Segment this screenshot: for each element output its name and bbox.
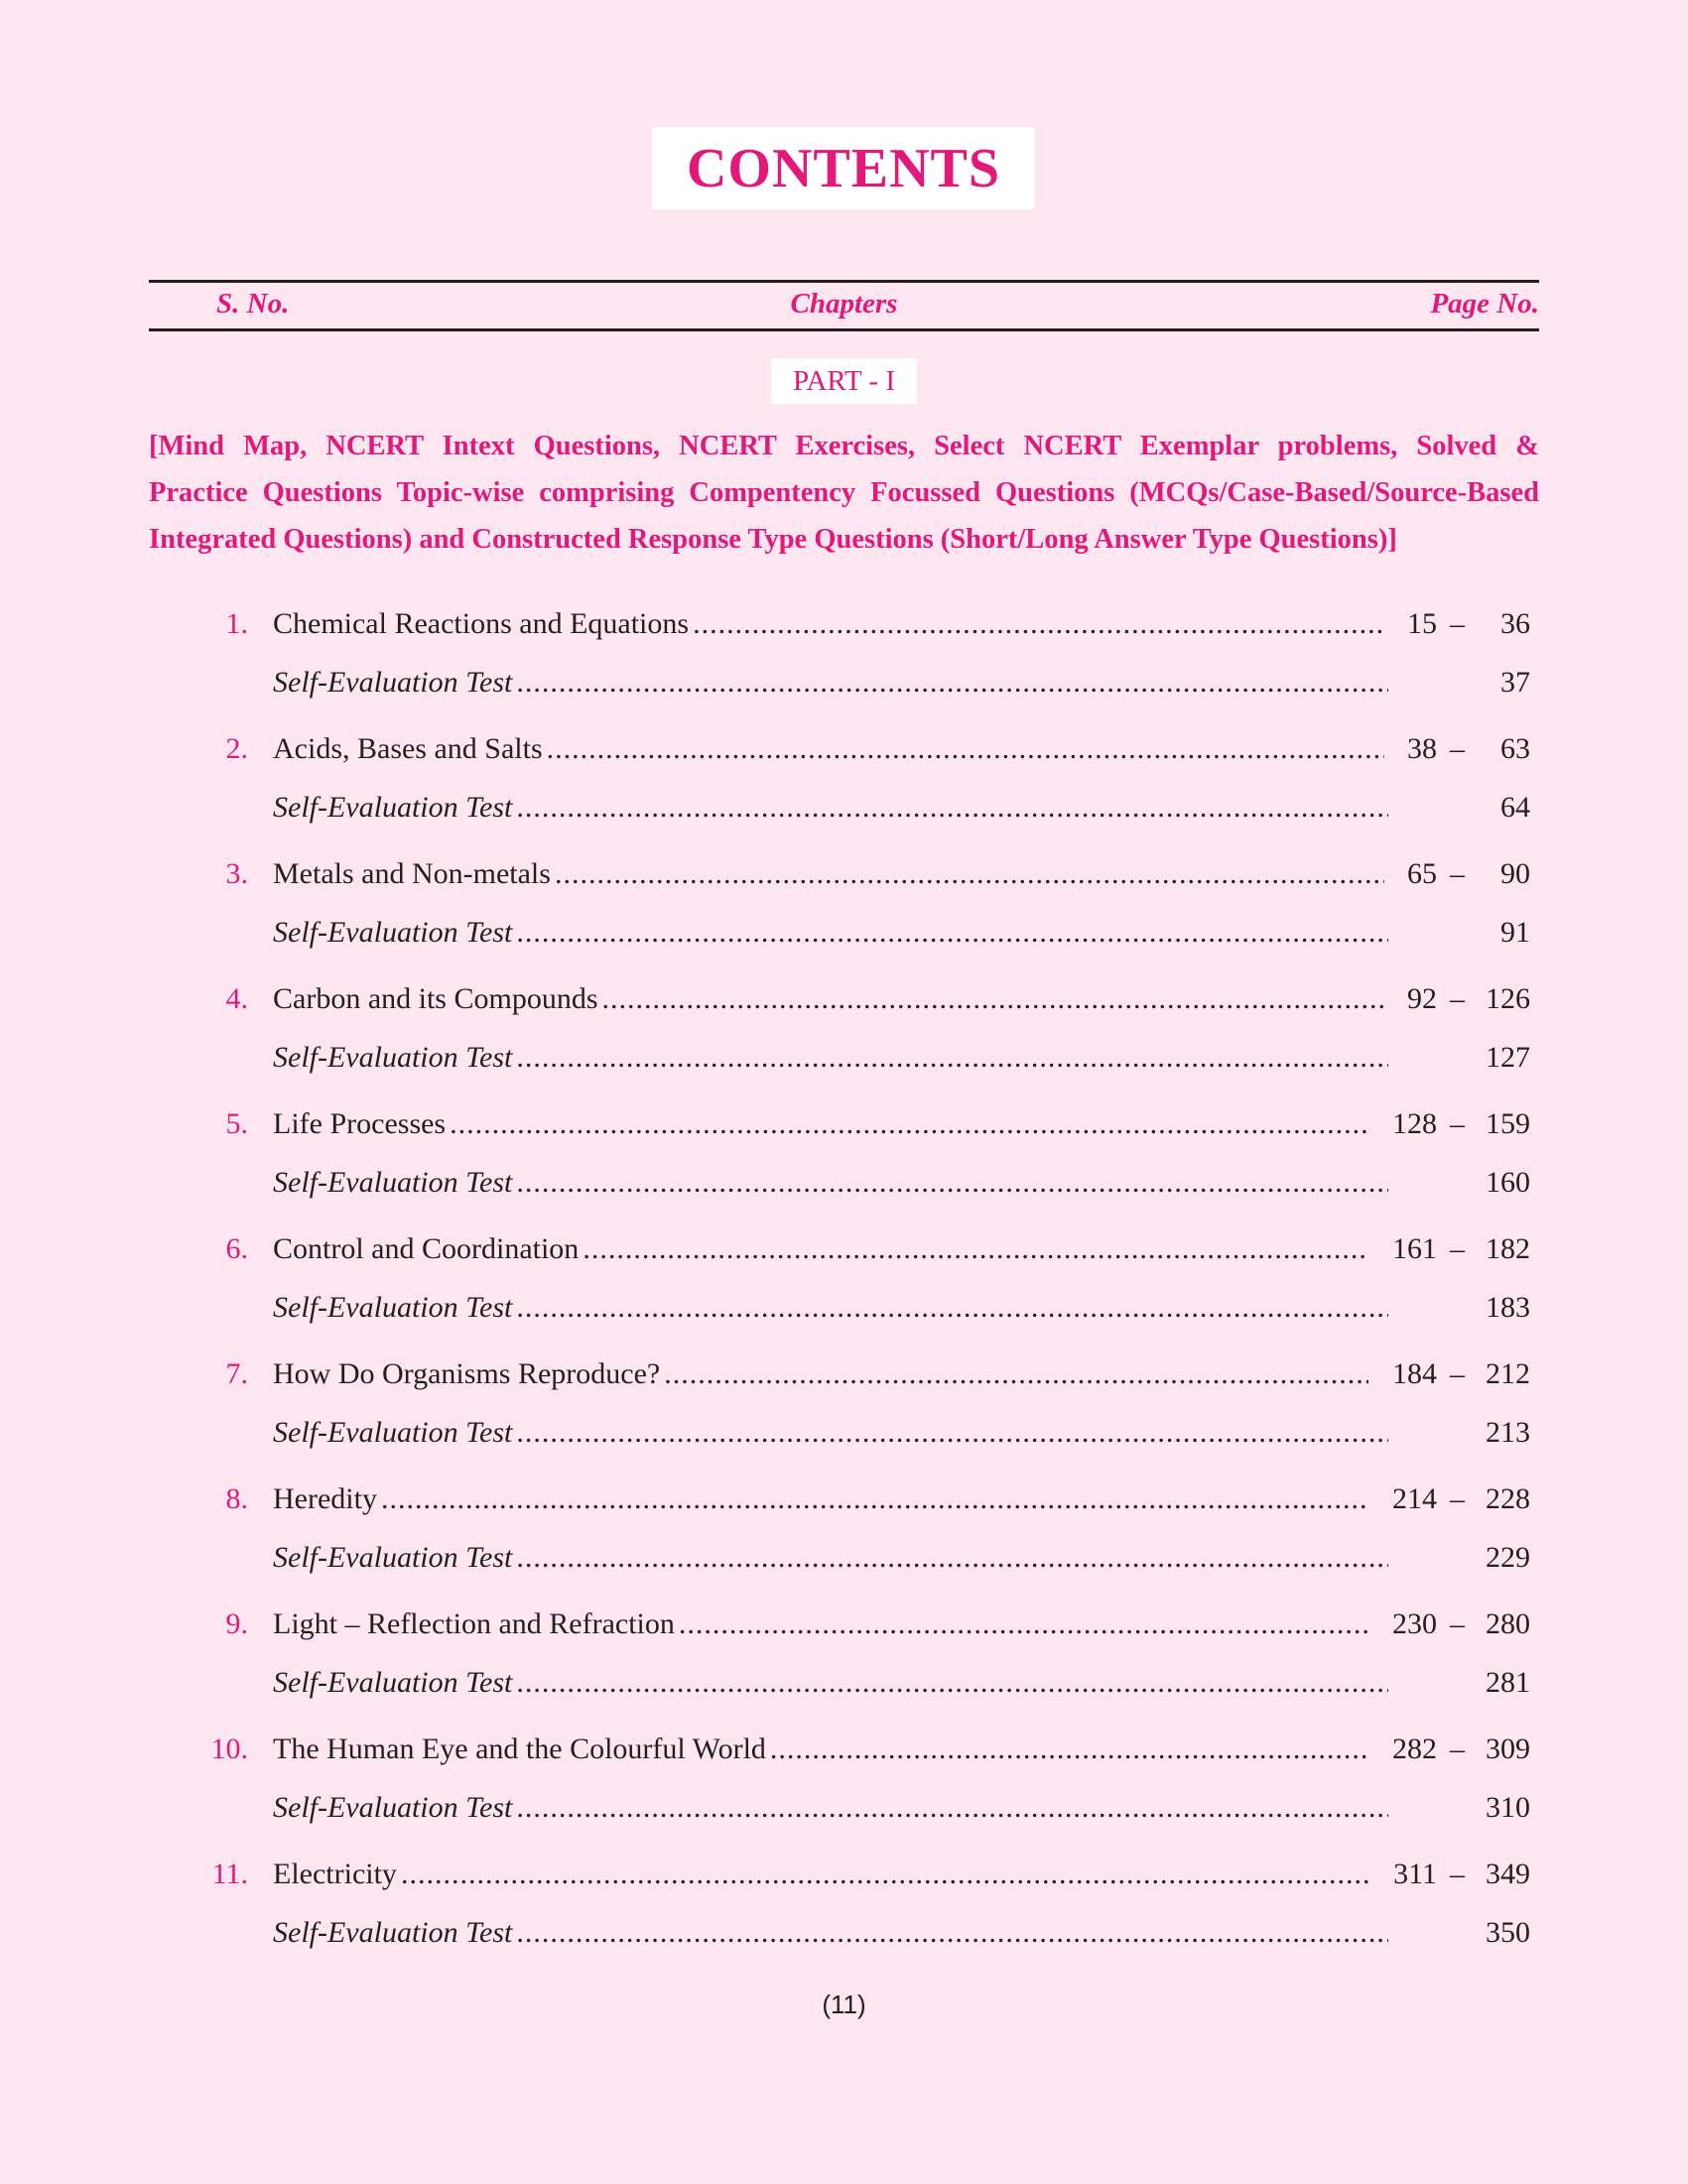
chapter-end-page: 228 [1486, 1482, 1530, 1515]
toc-entry [0, 607, 1688, 732]
chapter-start-page: 92 [1407, 982, 1437, 1015]
self-eval-label: Self-Evaluation Test [273, 1541, 513, 1574]
chapter-end-page: 212 [1486, 1357, 1530, 1390]
chapter-title: Control and Coordination [273, 1232, 580, 1265]
toc-entry [0, 1733, 1688, 1858]
toc-entry [0, 1357, 1688, 1482]
chapter-row [0, 1357, 1688, 1397]
self-eval-row [0, 666, 1688, 706]
chapter-row [0, 1858, 1688, 1897]
self-eval-row [0, 1166, 1688, 1206]
chapter-row [0, 857, 1688, 897]
dot-leader [602, 982, 1385, 1016]
chapter-title: Carbon and its Compounds [273, 982, 598, 1015]
chapter-title: Heredity [273, 1482, 377, 1515]
self-eval-row [0, 1541, 1688, 1581]
self-eval-row [0, 791, 1688, 831]
self-eval-line [273, 1291, 1394, 1325]
dot-leader [516, 1291, 1388, 1325]
self-eval-page: 310 [1486, 1791, 1530, 1824]
self-eval-page: 127 [1486, 1041, 1530, 1074]
chapter-number: 9. [225, 1607, 248, 1640]
self-eval-label: Self-Evaluation Test [273, 666, 513, 699]
dot-leader [516, 1166, 1388, 1200]
chapter-line [273, 857, 1390, 891]
part-description [149, 423, 1539, 563]
chapter-end-page: 349 [1486, 1858, 1530, 1890]
self-eval-label: Self-Evaluation Test [273, 791, 513, 824]
dot-leader [516, 1041, 1388, 1075]
toc-entry [0, 857, 1688, 982]
self-eval-page: 213 [1486, 1416, 1530, 1449]
self-eval-line [273, 666, 1394, 700]
chapter-number: 10. [210, 1733, 248, 1765]
chapter-end-page: 90 [1500, 857, 1530, 890]
self-eval-label: Self-Evaluation Test [273, 1166, 513, 1199]
self-eval-label: Self-Evaluation Test [273, 1666, 513, 1699]
chapter-line [273, 607, 1390, 641]
description-line: Practice Questions Topic-wise comprising Compentency Focussed Questions (MCQs/Case-Based/Source-Based [149, 477, 1539, 508]
self-eval-page: 183 [1486, 1291, 1530, 1324]
page-range-dash: – [1450, 1357, 1465, 1390]
toc-entry [0, 1858, 1688, 1983]
chapter-start-page: 65 [1407, 857, 1437, 890]
chapter-line [273, 1733, 1374, 1766]
chapter-row [0, 1733, 1688, 1772]
dot-leader [770, 1733, 1368, 1766]
dot-leader [547, 732, 1384, 766]
self-eval-row [0, 1666, 1688, 1706]
chapter-number: 5. [225, 1107, 248, 1140]
self-eval-line [273, 1791, 1394, 1825]
header-chapters: Chapters [790, 288, 898, 320]
page-range-dash: – [1450, 982, 1465, 1015]
page-range-dash: – [1450, 1232, 1465, 1265]
dot-leader [401, 1858, 1368, 1891]
chapter-row [0, 1107, 1688, 1147]
chapter-line [273, 1607, 1374, 1641]
table-header [149, 280, 1539, 331]
self-eval-page: 160 [1486, 1166, 1530, 1199]
dot-leader [516, 791, 1388, 825]
self-eval-row [0, 1791, 1688, 1831]
self-eval-row [0, 1916, 1688, 1956]
chapter-number: 2. [225, 732, 248, 765]
dot-leader [693, 607, 1384, 641]
self-eval-line [273, 1041, 1394, 1075]
chapter-start-page: 38 [1407, 732, 1437, 765]
chapter-number: 7. [225, 1357, 248, 1390]
self-eval-label: Self-Evaluation Test [273, 1041, 513, 1074]
self-eval-page: 281 [1486, 1666, 1530, 1699]
self-eval-line [273, 1666, 1394, 1700]
dot-leader [664, 1357, 1368, 1391]
chapter-title: Electricity [273, 1858, 397, 1890]
dot-leader [516, 666, 1388, 700]
chapter-line [273, 1232, 1374, 1266]
dot-leader [516, 1666, 1388, 1700]
chapter-start-page: 230 [1392, 1607, 1437, 1640]
page-range-dash: – [1450, 1858, 1465, 1890]
self-eval-page: 350 [1486, 1916, 1530, 1949]
chapter-number: 6. [225, 1232, 248, 1265]
chapter-title: Metals and Non-metals [273, 857, 551, 890]
dot-leader [516, 1541, 1388, 1575]
chapter-end-page: 182 [1486, 1232, 1530, 1265]
chapter-end-page: 159 [1486, 1107, 1530, 1140]
self-eval-line [273, 1916, 1394, 1950]
dot-leader [516, 916, 1388, 950]
self-eval-row [0, 1416, 1688, 1456]
page-number: (11) [822, 1990, 866, 2019]
chapter-start-page: 15 [1407, 607, 1437, 640]
page-range-dash: – [1450, 732, 1465, 765]
page-range-dash: – [1450, 1107, 1465, 1140]
dot-leader [450, 1107, 1368, 1141]
part-label: PART - I [771, 358, 917, 404]
page-range-dash: – [1450, 1482, 1465, 1515]
chapter-start-page: 128 [1392, 1107, 1437, 1140]
chapter-end-page: 36 [1500, 607, 1530, 640]
page-title: CONTENTS [686, 137, 1001, 199]
self-eval-label: Self-Evaluation Test [273, 1291, 513, 1324]
chapter-number: 8. [225, 1482, 248, 1515]
self-eval-label: Self-Evaluation Test [273, 1791, 513, 1824]
dot-leader [555, 857, 1384, 891]
self-eval-row [0, 1041, 1688, 1081]
chapter-line [273, 1482, 1374, 1516]
chapter-number: 11. [211, 1858, 248, 1890]
chapter-title: How Do Organisms Reproduce? [273, 1357, 661, 1390]
self-eval-row [0, 916, 1688, 956]
chapter-row [0, 1232, 1688, 1272]
title-box [652, 127, 1035, 209]
chapter-title: Life Processes [273, 1107, 447, 1140]
self-eval-page: 64 [1500, 791, 1530, 824]
description-line: Integrated Questions) and Constructed Response Type Questions (Short/Long Answer Type Questions)] [149, 524, 1397, 555]
self-eval-page: 37 [1500, 666, 1530, 699]
chapter-end-page: 63 [1500, 732, 1530, 765]
self-eval-label: Self-Evaluation Test [273, 916, 513, 949]
header-sno: S. No. [216, 288, 290, 320]
chapter-start-page: 184 [1392, 1357, 1437, 1390]
toc-entry [0, 1107, 1688, 1232]
dot-leader [679, 1607, 1368, 1641]
self-eval-row [0, 1291, 1688, 1331]
self-eval-line [273, 1541, 1394, 1575]
header-page-no: Page No. [1430, 288, 1539, 320]
chapter-row [0, 732, 1688, 772]
chapter-number: 3. [225, 857, 248, 890]
chapter-line [273, 1107, 1374, 1141]
chapter-end-page: 309 [1486, 1733, 1530, 1765]
chapter-end-page: 280 [1486, 1607, 1530, 1640]
chapter-end-page: 126 [1486, 982, 1530, 1015]
chapter-line [273, 1858, 1374, 1891]
page-range-dash: – [1450, 607, 1465, 640]
toc-entry [0, 1607, 1688, 1733]
self-eval-label: Self-Evaluation Test [273, 1916, 513, 1949]
chapter-row [0, 607, 1688, 647]
chapter-row [0, 982, 1688, 1022]
dot-leader [516, 1916, 1388, 1950]
chapter-line [273, 1357, 1374, 1391]
page-range-dash: – [1450, 1733, 1465, 1765]
chapter-line [273, 982, 1390, 1016]
chapter-number: 4. [225, 982, 248, 1015]
toc-entry [0, 1232, 1688, 1357]
dot-leader [516, 1791, 1388, 1825]
chapter-title: Light – Reflection and Refraction [273, 1607, 675, 1640]
chapter-title: Chemical Reactions and Equations [273, 607, 690, 640]
page-range-dash: – [1450, 1607, 1465, 1640]
toc-list [0, 607, 1688, 1983]
dot-leader [583, 1232, 1368, 1266]
chapter-row [0, 1482, 1688, 1522]
dot-leader [516, 1416, 1388, 1450]
dot-leader [381, 1482, 1368, 1516]
description-line: [Mind Map, NCERT Intext Questions, NCERT Exercises, Select NCERT Exemplar problems, Solved & [149, 431, 1539, 461]
chapter-number: 1. [225, 607, 248, 640]
toc-entry [0, 732, 1688, 857]
self-eval-page: 229 [1486, 1541, 1530, 1574]
chapter-title: Acids, Bases and Salts [273, 732, 543, 765]
toc-entry [0, 1482, 1688, 1607]
page-range-dash: – [1450, 857, 1465, 890]
chapter-row [0, 1607, 1688, 1647]
chapter-line [273, 732, 1390, 766]
chapter-start-page: 282 [1392, 1733, 1437, 1765]
chapter-title: The Human Eye and the Colourful World [273, 1733, 766, 1765]
self-eval-line [273, 1166, 1394, 1200]
self-eval-page: 91 [1500, 916, 1530, 949]
self-eval-line [273, 1416, 1394, 1450]
self-eval-line [273, 916, 1394, 950]
chapter-start-page: 161 [1392, 1232, 1437, 1265]
chapter-start-page: 214 [1392, 1482, 1437, 1515]
self-eval-line [273, 791, 1394, 825]
self-eval-label: Self-Evaluation Test [273, 1416, 513, 1449]
chapter-start-page: 311 [1393, 1858, 1437, 1890]
toc-entry [0, 982, 1688, 1107]
